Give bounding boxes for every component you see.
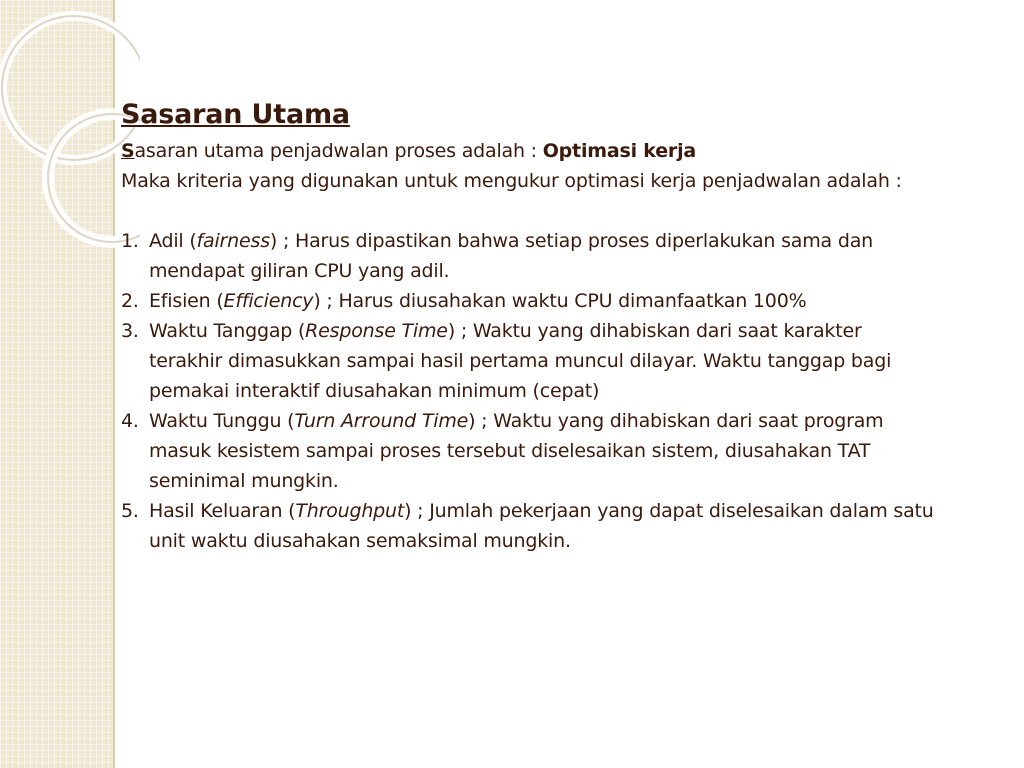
criteria-post: ) ; Waktu yang dihabiskan dari saat program <box>468 410 884 432</box>
criteria-line: masuk kesistem sampai proses tersebut diselesaikan sistem, diusahakan TAT <box>149 440 871 462</box>
intro-emphasis: Optimasi kerja <box>542 140 697 162</box>
criteria-line: terakhir dimasukkan sampai hasil pertama muncul dilayar. Waktu tanggap bagi <box>149 350 892 372</box>
criteria-post: ) ; Harus dipastikan bahwa setiap proses diperlakukan sama dan <box>269 230 873 252</box>
criteria-post: ) ; Harus diusahakan waktu CPU dimanfaatkan 100% <box>313 290 807 312</box>
spacer <box>121 196 1001 226</box>
criteria-intro: Maka kriteria yang digunakan untuk mengukur optimasi kerja penjadwalan adalah : <box>121 170 902 192</box>
criteria-term: Response Time <box>305 320 448 342</box>
intro-line <box>121 136 1001 166</box>
criteria-number: 2. <box>121 290 139 312</box>
criteria-line <box>149 290 806 312</box>
criteria-term: Efficiency <box>223 290 314 312</box>
slide-content <box>121 94 1001 556</box>
criteria-line <box>149 320 862 342</box>
criteria-item <box>121 496 1001 556</box>
criteria-term: Throughput <box>295 500 405 522</box>
criteria-item <box>121 406 1001 496</box>
criteria-post: ) ; Waktu yang dihabiskan dari saat karakter <box>447 320 862 342</box>
criteria-line: unit waktu diusahakan semaksimal mungkin. <box>149 530 571 552</box>
side-border <box>113 0 115 768</box>
criteria-number: 4. <box>121 410 139 432</box>
criteria-list <box>121 226 1001 556</box>
criteria-item <box>121 226 1001 286</box>
criteria-text <box>149 316 1001 406</box>
criteria-number: 5. <box>121 500 139 522</box>
criteria-term: fairness <box>196 230 270 252</box>
criteria-post: ) ; Jumlah pekerjaan yang dapat diselesaikan dalam satu <box>404 500 934 522</box>
intro-text: asaran utama penjadwalan proses adalah : <box>134 140 543 162</box>
criteria-line: pemakai interaktif diusahakan minimum (cepat) <box>149 380 600 402</box>
criteria-number: 3. <box>121 320 139 342</box>
criteria-pre: Waktu Tanggap ( <box>149 320 306 342</box>
criteria-line <box>149 410 883 432</box>
criteria-item <box>121 316 1001 406</box>
criteria-text <box>149 286 1001 316</box>
criteria-text <box>149 496 1001 556</box>
criteria-line: mendapat giliran CPU yang adil. <box>149 260 450 282</box>
slide-title: Sasaran Utama <box>121 99 350 130</box>
criteria-item <box>121 286 1001 316</box>
criteria-line <box>149 230 873 252</box>
criteria-term: Turn Arround Time <box>294 410 469 432</box>
criteria-text <box>149 406 1001 496</box>
criteria-pre: Waktu Tunggu ( <box>149 410 295 432</box>
criteria-pre: Hasil Keluaran ( <box>149 500 296 522</box>
criteria-number: 1. <box>121 230 139 252</box>
criteria-line: seminimal mungkin. <box>149 470 339 492</box>
intro-first-letter: S <box>121 140 135 162</box>
criteria-pre: Adil ( <box>149 230 197 252</box>
criteria-line <box>149 500 934 522</box>
criteria-text <box>149 226 1001 286</box>
side-panel <box>0 0 113 768</box>
criteria-pre: Efisien ( <box>149 290 224 312</box>
